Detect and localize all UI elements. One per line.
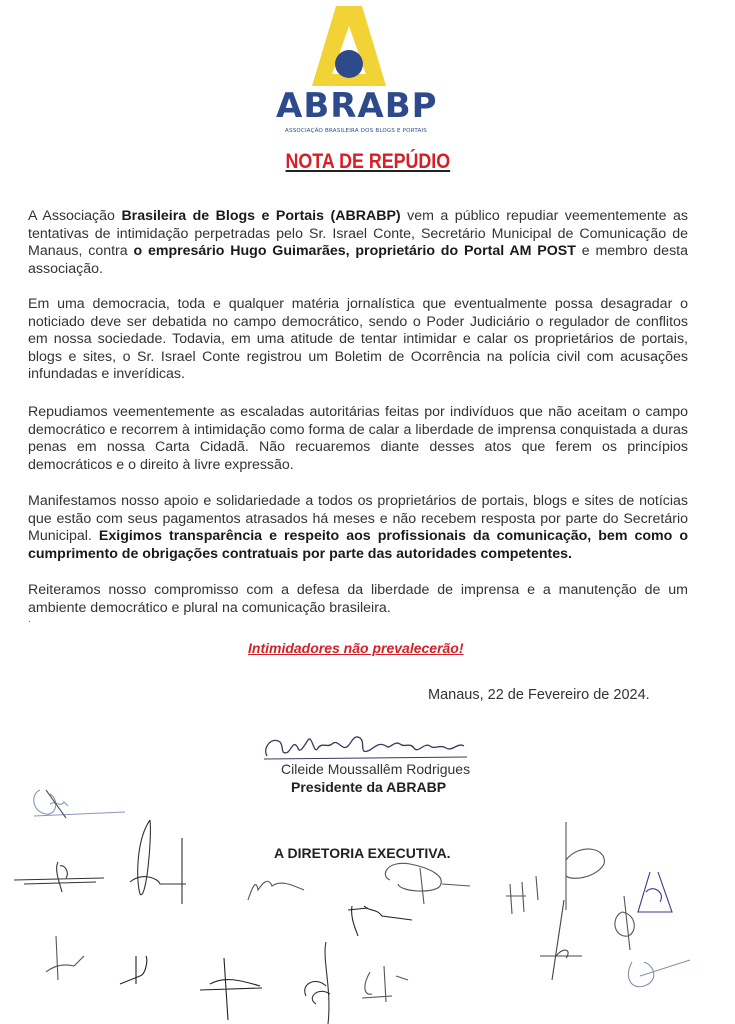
text-segment: Manifestamos nosso apoio e solidariedade a todos os proprietários de portais, blogs e sites de notícias que estão com seus pagamentos atrasados há meses e não recebem resposta por parte do Secretário Municipal. [28, 493, 688, 544]
board-signature [120, 956, 147, 984]
place-and-date: Manaus, 22 de Fevereiro de 2024. [428, 687, 650, 703]
signer-name: Cileide Moussallêm Rodrigues [281, 761, 471, 777]
board-signature [540, 900, 582, 980]
board-signature [566, 822, 604, 910]
abrabp-logo [270, 6, 470, 136]
board-signature [34, 790, 125, 816]
board-signature [46, 936, 84, 980]
board-signature [200, 958, 262, 1020]
board-signature [248, 881, 304, 900]
board-signature [385, 863, 470, 904]
paragraph-5 [28, 582, 688, 617]
text-segment: vem a público repudiar veementemente as tentativas de intimidação perpetradas pelo Sr. Israel Conte, Secretário Municipal de Comunicação de Manaus, contra [28, 208, 689, 259]
paragraph-3 [28, 404, 688, 474]
board-signature [14, 862, 104, 892]
board-signature [130, 820, 186, 904]
board-signature [348, 906, 412, 936]
board-label: A DIRETORIA EXECUTIVA. [274, 845, 451, 861]
logo-name: ABRABP [276, 86, 438, 126]
board-signatures [0, 780, 735, 1024]
text-segment: A Associação [28, 208, 122, 224]
logo-dot [335, 50, 363, 78]
bold-text-segment: o empresário Hugo Guimarães, proprietário do Portal AM POST [133, 243, 576, 259]
paragraph-4 [28, 493, 688, 563]
board-signature [628, 960, 690, 987]
board-signature [506, 876, 538, 914]
stray-mark: . [28, 614, 31, 625]
bold-text-segment: Exigimos transparência e respeito aos profissionais da comunicação, bem como o cumprimento de obrigações contratuais por parte das autoridades competentes. [28, 528, 688, 562]
board-signature [615, 896, 634, 950]
signer-role: Presidente da ABRABP [291, 779, 447, 795]
paragraph-2 [28, 296, 688, 384]
president-signature [262, 728, 477, 764]
paragraph-1 [28, 208, 688, 278]
text-segment: Reiteramos nosso compromisso com a defesa da liberdade de imprensa e a manutenção de um ambiente democrático e plural na comunicação brasileira. [28, 582, 688, 616]
text-segment: e membro desta associação. [28, 243, 688, 277]
board-signature [638, 872, 672, 912]
board-signature [362, 966, 408, 1002]
logo-subtitle: ASSOCIAÇÃO BRASILEIRA DOS BLOGS E PORTAIS [285, 128, 427, 134]
board-signature [305, 942, 330, 1024]
slogan: Intimidadores não prevalecerão! [248, 640, 464, 656]
text-segment: Em uma democracia, toda e qualquer matéria jornalística que eventualmente possa desagradar o noticiado deve ser debatida no campo democrático, sendo o Poder Judiciário o regulador de conflitos em nossa sociedade. Todavia, em uma atitude de tentar intimidar e calar os proprietários de portais, blogs e sites, o Sr. Israel Conte registrou um Boletim de Ocorrência na polícia civil com acusações infundadas e inverídicas. [28, 296, 688, 382]
text-segment: Repudiamos veementemente as escaladas autoritárias feitas por indivíduos que não aceitam o campo democrático e recorrem à intimidação como forma de calar a liberdade de imprensa conquistada a duras penas em nossa Carta Cidadã. Não recuaremos diante desses atos que ferem os princípios democráticos e o direito à livre expressão. [28, 404, 688, 473]
document-title: NOTA DE REPÚDIO [285, 150, 450, 173]
logo-a-mark-icon [312, 6, 386, 86]
bold-text-segment: Brasileira de Blogs e Portais (ABRABP) [121, 208, 401, 224]
